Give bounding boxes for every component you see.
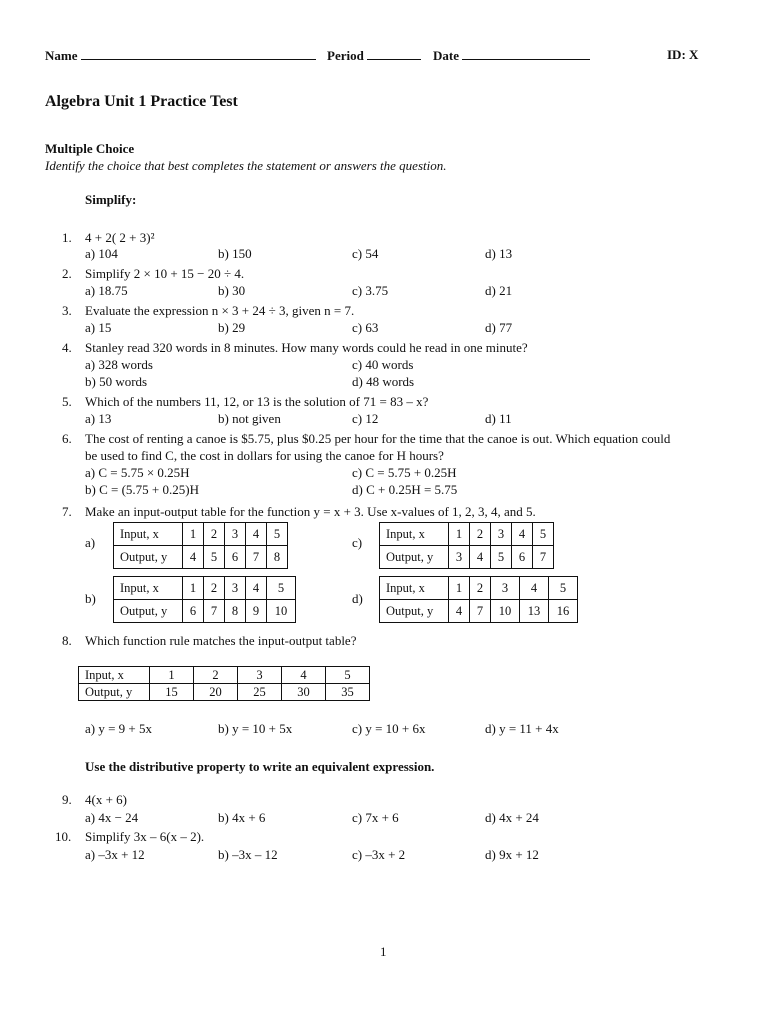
choice-a[interactable]: a) 18.75 xyxy=(85,283,128,298)
page-number: 1 xyxy=(380,944,387,959)
input-label: Input, x xyxy=(380,523,449,546)
date-blank xyxy=(462,47,590,60)
choice-c[interactable]: c) C = 5.75 + 0.25H xyxy=(352,465,457,480)
table-cell: 3 xyxy=(225,577,246,600)
table-cell: 7 xyxy=(204,600,225,623)
subheading-simplify: Simplify: xyxy=(85,192,137,207)
choice-b[interactable]: b) –3x – 12 xyxy=(218,847,278,862)
table-cell: 4 xyxy=(282,667,326,684)
date-field xyxy=(433,47,590,64)
question-text: 4(x + 6) xyxy=(85,792,127,807)
question-text: The cost of renting a canoe is $5.75, plus $0.25 per hour for the time that the canoe is out. Which equation could xyxy=(85,431,671,446)
table-cell: 30 xyxy=(282,684,326,701)
choice-d[interactable]: d) y = 11 + 4x xyxy=(485,721,559,736)
choice-d[interactable]: d) 21 xyxy=(485,283,513,298)
question-text: Which function rule matches the input-output table? xyxy=(85,633,357,648)
choice-a[interactable]: a) 104 xyxy=(85,246,118,261)
table-cell: 2 xyxy=(470,523,491,546)
table-cell: 5 xyxy=(267,523,288,546)
question-number: 3. xyxy=(62,303,72,318)
choice-a[interactable]: a) xyxy=(85,535,96,550)
question-number: 8. xyxy=(62,633,72,648)
choice-a[interactable]: a) 13 xyxy=(85,411,112,426)
choice-a[interactable]: a) –3x + 12 xyxy=(85,847,145,862)
choice-d[interactable]: d) 13 xyxy=(485,246,513,261)
question-text-continued: be used to find C, the cost in dollars for using the canoe for H hours? xyxy=(85,448,444,463)
choice-a[interactable]: a) 328 words xyxy=(85,357,153,372)
table-cell: 13 xyxy=(520,600,549,623)
table-cell: 20 xyxy=(194,684,238,701)
table-cell: 5 xyxy=(267,577,296,600)
table-7a xyxy=(113,522,288,569)
table-cell: 6 xyxy=(183,600,204,623)
question-text: Simplify 2 × 10 + 15 − 20 ÷ 4. xyxy=(85,266,245,281)
table-8 xyxy=(78,666,370,701)
name-label: Name xyxy=(45,48,78,63)
table-cell: 7 xyxy=(533,546,554,569)
output-label: Output, y xyxy=(79,684,150,701)
table-cell: 3 xyxy=(491,577,520,600)
question-text: Stanley read 320 words in 8 minutes. How many words could he read in one minute? xyxy=(85,340,528,355)
choice-a[interactable]: a) C = 5.75 × 0.25H xyxy=(85,465,190,480)
table-cell: 4 xyxy=(470,546,491,569)
table-cell: 5 xyxy=(491,546,512,569)
choice-b[interactable]: b) C = (5.75 + 0.25)H xyxy=(85,482,199,497)
table-cell: 6 xyxy=(512,546,533,569)
table-cell: 8 xyxy=(225,600,246,623)
table-cell: 4 xyxy=(449,600,470,623)
table-cell: 5 xyxy=(204,546,225,569)
table-cell: 4 xyxy=(520,577,549,600)
question-text: Evaluate the expression n × 3 + 24 ÷ 3, given n = 7. xyxy=(85,303,355,318)
table-7c xyxy=(379,522,554,569)
choice-b[interactable]: b) y = 10 + 5x xyxy=(218,721,293,736)
choice-d[interactable]: d) 11 xyxy=(485,411,512,426)
table-cell: 7 xyxy=(470,600,491,623)
table-7d xyxy=(379,576,578,623)
period-field xyxy=(327,47,421,64)
table-cell: 5 xyxy=(326,667,370,684)
table-cell: 2 xyxy=(204,523,225,546)
choice-c[interactable]: c) 40 words xyxy=(352,357,414,372)
question-text: Simplify 3x – 6(x – 2). xyxy=(85,829,205,844)
choice-b[interactable]: b) 30 xyxy=(218,283,246,298)
question-text: 4 + 2( 2 + 3)² xyxy=(85,230,155,245)
name-blank xyxy=(81,47,316,60)
table-cell: 9 xyxy=(246,600,267,623)
choice-d[interactable]: d) 48 words xyxy=(352,374,415,389)
choice-c[interactable]: c) xyxy=(352,535,363,550)
question-number: 4. xyxy=(62,340,72,355)
table-cell: 2 xyxy=(194,667,238,684)
output-label: Output, y xyxy=(114,600,183,623)
choice-b[interactable]: b) 29 xyxy=(218,320,246,335)
choice-d[interactable]: d) C + 0.25H = 5.75 xyxy=(352,482,458,497)
subheading-distributive: Use the distributive property to write an equivalent expression. xyxy=(85,759,435,774)
table-cell: 1 xyxy=(150,667,194,684)
question-number: 1. xyxy=(62,230,72,245)
choice-b[interactable]: b) xyxy=(85,591,96,606)
table-cell: 1 xyxy=(183,577,204,600)
question-number: 7. xyxy=(62,504,72,519)
question-number: 9. xyxy=(62,792,72,807)
table-cell: 25 xyxy=(238,684,282,701)
page-title: Algebra Unit 1 Practice Test xyxy=(45,93,238,110)
choice-a[interactable]: a) 4x − 24 xyxy=(85,810,139,825)
table-cell: 5 xyxy=(549,577,578,600)
table-cell: 3 xyxy=(225,523,246,546)
choice-c[interactable]: c) 3.75 xyxy=(352,283,389,298)
period-label: Period xyxy=(327,48,364,63)
table-cell: 7 xyxy=(246,546,267,569)
choice-c[interactable]: c) 63 xyxy=(352,320,379,335)
table-cell: 4 xyxy=(512,523,533,546)
choice-b[interactable]: b) 4x + 6 xyxy=(218,810,266,825)
table-cell: 2 xyxy=(470,577,491,600)
input-label: Input, x xyxy=(114,577,183,600)
choice-a[interactable]: a) 15 xyxy=(85,320,112,335)
choice-c[interactable]: c) y = 10 + 6x xyxy=(352,721,426,736)
question-number: 2. xyxy=(62,266,72,281)
choice-b[interactable]: b) 50 words xyxy=(85,374,148,389)
choice-d[interactable]: d) 77 xyxy=(485,320,513,335)
table-cell: 8 xyxy=(267,546,288,569)
choice-d[interactable]: d) 9x + 12 xyxy=(485,847,539,862)
input-label: Input, x xyxy=(380,577,449,600)
question-text: Make an input-output table for the function y = x + 3. Use x-values of 1, 2, 3, 4, and 5. xyxy=(85,504,536,519)
input-label: Input, x xyxy=(114,523,183,546)
table-cell: 5 xyxy=(533,523,554,546)
table-cell: 1 xyxy=(449,577,470,600)
table-cell: 2 xyxy=(204,577,225,600)
input-label: Input, x xyxy=(79,667,150,684)
table-cell: 4 xyxy=(246,523,267,546)
table-cell: 1 xyxy=(183,523,204,546)
table-cell: 1 xyxy=(449,523,470,546)
table-cell: 15 xyxy=(150,684,194,701)
choice-b[interactable]: b) 150 xyxy=(218,246,252,261)
table-cell: 16 xyxy=(549,600,578,623)
period-blank xyxy=(367,47,421,60)
table-cell: 3 xyxy=(449,546,470,569)
choice-c[interactable]: c) 12 xyxy=(352,411,379,426)
id-label: ID: X xyxy=(667,47,699,62)
table-7b xyxy=(113,576,296,623)
table-cell: 4 xyxy=(246,577,267,600)
choice-d[interactable]: d) 4x + 24 xyxy=(485,810,539,825)
question-text: Which of the numbers 11, 12, or 13 is the solution of 71 = 83 – x? xyxy=(85,394,429,409)
table-cell: 4 xyxy=(183,546,204,569)
table-cell: 3 xyxy=(238,667,282,684)
choice-c[interactable]: c) 54 xyxy=(352,246,379,261)
choice-c[interactable]: c) –3x + 2 xyxy=(352,847,406,862)
output-label: Output, y xyxy=(380,600,449,623)
table-cell: 10 xyxy=(267,600,296,623)
choice-a[interactable]: a) y = 9 + 5x xyxy=(85,721,153,736)
section-instructions: Identify the choice that best completes the statement or answers the question. xyxy=(45,158,447,173)
question-number: 6. xyxy=(62,431,72,446)
table-cell: 35 xyxy=(326,684,370,701)
name-field xyxy=(45,47,316,64)
section-heading: Multiple Choice xyxy=(45,141,135,156)
date-label: Date xyxy=(433,48,459,63)
choice-b[interactable]: b) not given xyxy=(218,411,281,426)
question-number: 10. xyxy=(55,829,72,844)
choice-c[interactable]: c) 7x + 6 xyxy=(352,810,399,825)
table-cell: 3 xyxy=(491,523,512,546)
table-cell: 10 xyxy=(491,600,520,623)
output-label: Output, y xyxy=(114,546,183,569)
output-label: Output, y xyxy=(380,546,449,569)
choice-d[interactable]: d) xyxy=(352,591,363,606)
table-cell: 6 xyxy=(225,546,246,569)
question-number: 5. xyxy=(62,394,72,409)
